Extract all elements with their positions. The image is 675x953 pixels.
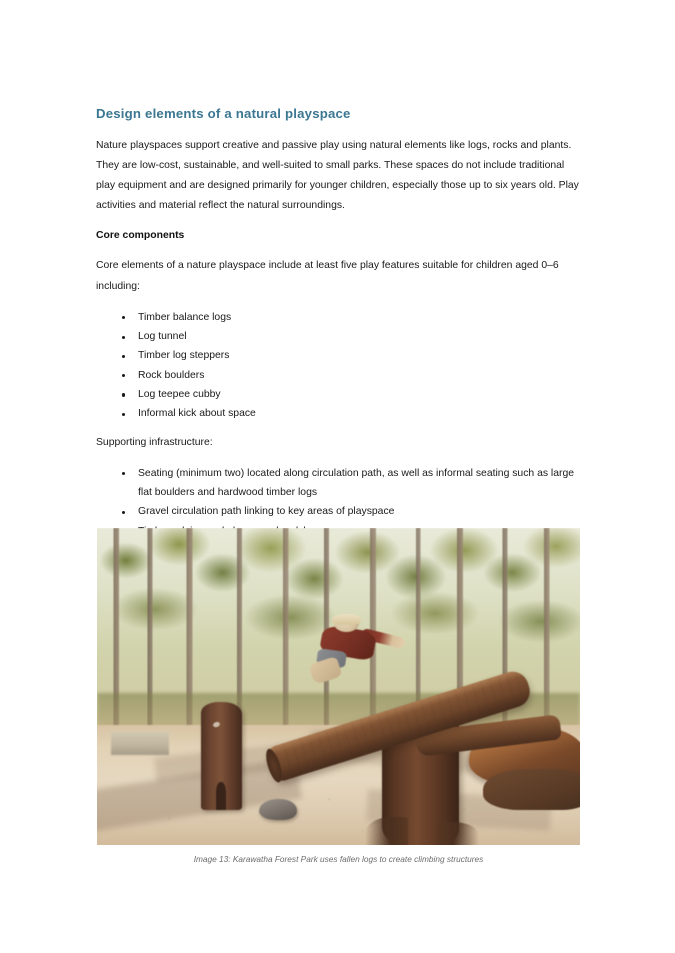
list-item: Log teepee cubby xyxy=(96,385,582,404)
list-item: Informal kick about space xyxy=(96,404,582,423)
core-components-lead-in: Core elements of a nature playspace include at least five play features suitable for children aged 0–6 including: xyxy=(96,260,559,292)
photo-child-hair xyxy=(332,614,361,625)
list-item: Gravel circulation path linking to key areas of playspace xyxy=(96,502,582,521)
photo-image xyxy=(97,528,580,845)
photo-background-shelter xyxy=(111,732,169,754)
figure-caption: Image 13: Karawatha Forest Park uses fallen logs to create climbing structures xyxy=(193,854,484,864)
core-components-heading: Core components xyxy=(96,230,185,242)
photo-timber-post xyxy=(201,702,242,810)
core-components-list xyxy=(96,308,582,424)
list-item: Log tunnel xyxy=(96,327,582,346)
document-content xyxy=(96,106,582,569)
photo-rock-boulder-lower xyxy=(483,769,580,810)
photo-support-rock xyxy=(259,799,298,820)
intro-paragraph: Nature playspaces support creative and passive play using natural elements like logs, rocks and plants. They are low-cost, sustainable, and well-suited to small parks. These spaces do not include traditional play equipment and are designed primarily for younger children, especially those up to six years old. Play activities and material reflect the natural surroundings. xyxy=(96,139,579,212)
list-item: Rock boulders xyxy=(96,366,582,385)
list-item: Timber balance logs xyxy=(96,308,582,327)
list-item: Seating (minimum two) located along circulation path, as well as informal seating such as large flat boulders and hardwood timber logs xyxy=(96,464,582,503)
photo-child-climbing xyxy=(317,615,414,685)
photo-timber-post-mark xyxy=(213,721,222,728)
figure-playspace-photo xyxy=(97,528,580,865)
supporting-infrastructure-lead-in: Supporting infrastructure: xyxy=(96,436,213,448)
list-item: Timber log steppers xyxy=(96,346,582,365)
page-title: Design elements of a natural playspace xyxy=(96,106,351,121)
